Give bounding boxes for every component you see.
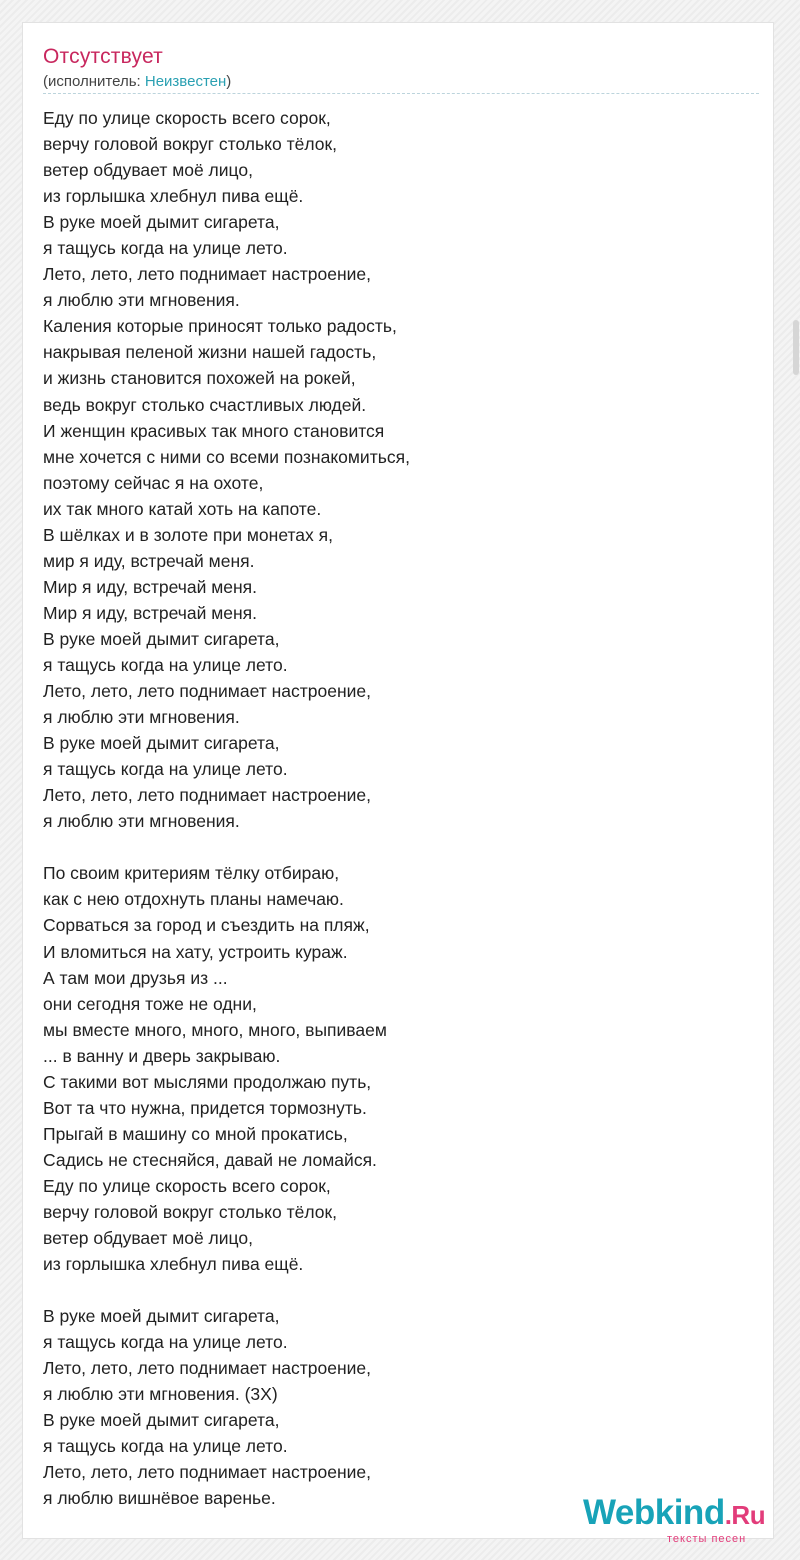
logo-name: Webkind	[583, 1493, 725, 1532]
lyric-line: я люблю эти мгновения.	[43, 811, 240, 832]
lyric-line: как с нею отдохнуть планы намечаю.	[43, 889, 344, 910]
logo-tld: .Ru	[724, 1500, 766, 1530]
lyric-line: я тащусь когда на улице лето.	[43, 1332, 288, 1353]
stanza-break	[43, 1277, 743, 1303]
lyric-line: И женщин красивых так много становится	[43, 420, 385, 441]
lyric-line: Лето, лето, лето поднимает настроение,	[43, 785, 371, 806]
lyric-line: По своим критериям тёлку отбираю,	[43, 863, 340, 884]
logo-tagline: тексты песен	[667, 1533, 747, 1545]
lyric-line: я люблю эти мгновения.	[43, 707, 240, 728]
lyric-line: Лето, лето, лето поднимает настроение,	[43, 681, 371, 702]
lyric-line: А там мои друзья из ...	[43, 967, 228, 988]
lyric-line: Еду по улице скорость всего сорок,	[43, 108, 331, 128]
lyric-line: В шёлках и в золоте при монетах я,	[43, 524, 333, 545]
lyric-line: Каления которые приносят только радость,	[43, 316, 397, 337]
lyric-line: накрывая пеленой жизни нашей гадость,	[43, 342, 377, 363]
lyric-line: ветер обдувает моё лицо,	[43, 160, 253, 181]
lyric-line: они сегодня тоже не одни,	[43, 993, 257, 1014]
lyric-line: Садись не стесняйся, давай не ломайся.	[43, 1149, 377, 1170]
artist-link[interactable]: Неизвестен	[144, 73, 227, 90]
artist-prefix: (исполнитель:	[43, 73, 145, 90]
lyric-line: я люблю эти мгновения.	[43, 290, 240, 311]
lyric-line: я тащусь когда на улице лето.	[43, 759, 288, 780]
stanza-break	[43, 834, 743, 860]
lyric-line: мир я иду, встречай меня.	[43, 550, 255, 571]
lyric-line: я тащусь когда на улице лето.	[43, 654, 288, 675]
lyric-line: ведь вокруг столько счастливых людей.	[43, 394, 367, 415]
title-divider	[43, 93, 759, 94]
lyric-line: и жизнь становится похожей на рокей,	[43, 368, 356, 389]
lyric-line: Еду по улице скорость всего сорок,	[43, 1175, 331, 1196]
lyric-line: Мир я иду, встречай меня.	[43, 576, 257, 597]
lyrics-text	[43, 105, 743, 1512]
lyric-line: В руке моей дымит сигарета,	[43, 733, 280, 754]
lyric-line: Лето, лето, лето поднимает настроение,	[43, 1462, 371, 1483]
lyric-line: В руке моей дымит сигарета,	[43, 212, 280, 233]
lyric-line: Сорваться за город и съездить на пляж,	[43, 915, 370, 936]
lyric-line: ... в ванну и дверь закрываю.	[43, 1045, 281, 1066]
lyric-line: их так много катай хоть на капоте.	[43, 498, 322, 519]
artist-suffix: )	[226, 73, 232, 90]
lyric-line: Вот та что нужна, придется тормознуть.	[43, 1097, 367, 1118]
lyric-line: В руке моей дымит сигарета,	[43, 628, 280, 649]
lyric-line: я люблю эти мгновения. (3X)	[43, 1384, 278, 1405]
scrollbar-thumb[interactable]	[793, 320, 799, 375]
lyric-line: я люблю вишнёвое варенье.	[43, 1488, 276, 1509]
lyric-line: Прыгай в машину со мной прокатись,	[43, 1123, 348, 1144]
lyric-line: И вломиться на хату, устроить кураж.	[43, 941, 348, 962]
lyric-line: верчу головой вокруг столько тёлок,	[43, 1201, 337, 1222]
lyric-line: Лето, лето, лето поднимает настроение,	[43, 264, 371, 285]
lyric-line: из горлышка хлебнул пива ещё.	[43, 186, 304, 207]
lyric-line: я тащусь когда на улице лето.	[43, 238, 288, 259]
lyric-line: Мир я иду, встречай меня.	[43, 602, 257, 623]
lyric-line: ветер обдувает моё лицо,	[43, 1228, 253, 1249]
lyric-line: мне хочется с ними со всеми познакомиться,	[43, 446, 410, 467]
lyric-line: В руке моей дымит сигарета,	[43, 1306, 280, 1327]
lyric-line: С такими вот мыслями продолжаю путь,	[43, 1071, 372, 1092]
lyric-line: мы вместе много, много, много, выпиваем	[43, 1019, 387, 1040]
lyric-line: Лето, лето, лето поднимает настроение,	[43, 1358, 371, 1379]
lyrics-card	[22, 22, 774, 1545]
lyric-line: В руке моей дымит сигарета,	[43, 1410, 280, 1431]
artist-line	[43, 73, 231, 90]
webkind-logo[interactable]	[583, 1493, 783, 1543]
lyric-line: из горлышка хлебнул пива ещё.	[43, 1254, 304, 1275]
lyric-line: я тащусь когда на улице лето.	[43, 1436, 288, 1457]
song-title: Отсутствует	[43, 45, 163, 68]
page-scrollbar[interactable]	[792, 0, 800, 1560]
lyric-line: верчу головой вокруг столько тёлок,	[43, 134, 337, 155]
logo-wordmark	[583, 1493, 765, 1533]
lyric-line: поэтому сейчас я на охоте,	[43, 472, 264, 493]
